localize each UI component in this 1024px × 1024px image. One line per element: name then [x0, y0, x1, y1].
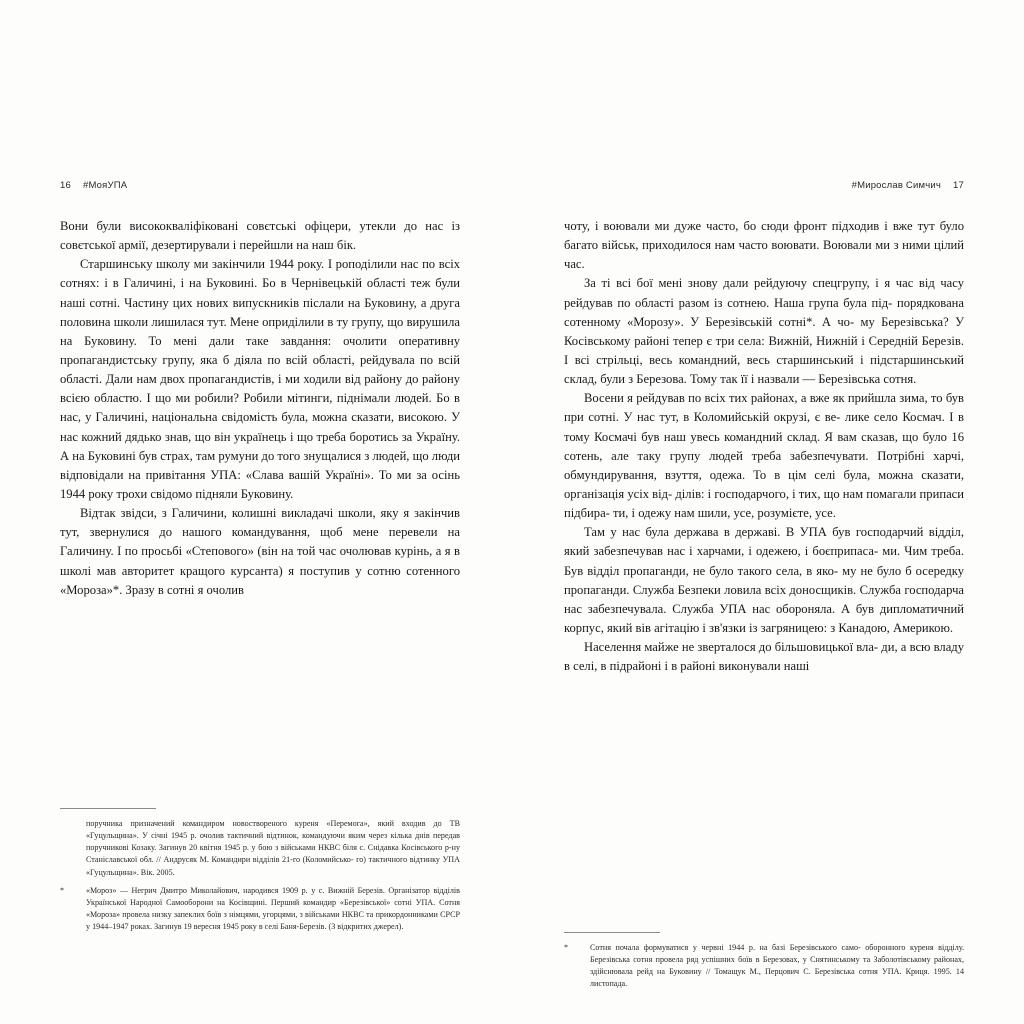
paragraph: Відтак звідси, з Галичини, колишні викладачі школи, яку я закінчив тут, звернулися до нашого командування, щоб мене перевели на Галичину. І по просьбі «Степового» (він на той час очолював курінь, а я в школі мав авторитет кращого курсанта) я поступив у сотню сотенного «Мороза»*. Зразу в сотні я очолив — [60, 506, 460, 597]
paragraph: Вони були висококваліфіковані совєтські офіцери, утекли до нас із совєтської армії, дезертирували і перейшли на наш бік. — [60, 219, 460, 253]
paragraph: чоту, і воювали ми дуже часто, бо сюди фронт підходив і вже тут було багато військ, приходилося нам часто воювати. Воювали ми з ними цілий час. — [564, 219, 964, 272]
left-page — [60, 180, 460, 932]
footnote — [60, 818, 460, 879]
footnote-rule — [564, 932, 660, 933]
paragraph: Населення майже не зверталося до більшовицької вла- ди, а всю владу в селі, в підрайоні і в районі виконували наші — [564, 640, 964, 674]
footnote — [60, 885, 460, 934]
paragraph: Восени я рейдував по всіх тих районах, а вже як прийшла зима, то був при сотні. У нас тут, в Коломийській окрузі, є ве- лике село Космач. І в тому Космачі був наш увесь командний склад. Я вам сказав, що було 16 сотень, але таку групу людей треба забезпечувати. Потрібні харчі, обмундирування, взуття, одежа. То в цім селі була, можна сказати, організація усіх від- ділів: і господарчого, і тих, що нам помагали припаси підбира- ти, і одежу нам шили, усе, розумієте, усе. — [564, 391, 964, 521]
left-running-head-title: #МояУПА — [82, 180, 128, 191]
paragraph: Старшинську школу ми закінчили 1944 року. І роподілили нас по всіх сотнях: і в Галичині, і на Буковині. Бо в Чернівецькій області теж були наші сотні. Частину цих нових випускників післали на Буковину, а друга половина школи лишилася тут. Мене оприділили в ту групу, що вирушила на Буковину. То мені дали таке завдання: очолити оперативну пропагандистську групу, яка б діяла по всій області, рейдувала по всій області. Дали нам двох пропагандистів, і ми ходили від району до району всією областю. І що ми робили? Робили мітинги, піднімали людей. Бо в нас, у Галичині, національна свідомість була, можна сказати, високою. У нас кожний дядько знав, що він українець і що треба боротись за Україну. А на Буковині був страх, там румуни до того знущалися з людей, що люди відповідали на привітання УПА: «Слава вашій Україні». То ми за осінь 1944 року трохи свідомо підняли Буковину. — [60, 257, 460, 501]
footnote-marker: * — [564, 943, 569, 952]
footnote-text: Сотня почала формуватися у червні 1944 р. на базі Березівського само- оборонного куреня відділу. Березівська сотня провела ряд успішних боїв в Березовах, у Снятинському та Заболотівському районах, здійснювала рейд на Буковину // Томащук М., Перцович С. Березівська сотня УПА. Криця. 1995. 14 листопада. — [590, 943, 964, 989]
paragraph: За ті всі бої мені знову дали рейдуючу спецгрупу, і я час від часу рейдував по області разом із сотнею. Наша група була під- порядкована сотенному «Морозу». У Березівській сотні*. А чо- му Березівська? У Косівському районі тепер є три села: Вижній, Нижній і Середній Березів. І всі стрільці, весь командний, весь старшинський і підстаршинський склад, були з Березова. Тому так її і назвали — Березівська сотня. — [564, 276, 964, 387]
footnote — [564, 942, 964, 991]
right-running-head — [564, 180, 964, 191]
left-running-head — [60, 180, 460, 191]
right-footnotes — [564, 932, 964, 997]
right-running-head-title: #Мирослав Симчич — [851, 180, 942, 191]
left-footnotes — [60, 808, 460, 939]
footnote-rule — [60, 808, 156, 809]
footnote-text: «Мороз» — Негрич Дмитро Миколайович, народився 1909 р. у с. Вижній Березів. Організатор відділів Української Народної Самооборони на Косівщині. Перший командир «Березівської» сотні УПА. Сотня «Мороза» провела низку запеклих боїв з німцями, угорцями, з військами НКВС та прикордонниками СРСР у 1944–1947 роках. Загинув 19 вересня 1945 року в селі Баня-Березів. (З відкритих джерел). — [86, 885, 460, 932]
right-body-text — [564, 217, 964, 676]
right-page — [564, 180, 964, 989]
right-page-number: 17 — [953, 180, 964, 191]
footnote-marker — [60, 818, 86, 879]
paragraph: Там у нас була держава в державі. В УПА був господарчий відділ, який забезпечував нас і харчами, і одежею, і боєприпаса- ми. Чим треба. Був відділ пропаганди, не було такого села, в яко- му не було б осередку пропаганди. Служба Безпеки ловила всіх доносщиків. Служба господарча нас забезпечувала. Служба УПА нас обороняла. А був дипломатичний корпус, який вів агітацію і зв'язки із загряницею: з Канадою, Америкою. — [564, 525, 964, 635]
footnote-text: поручника призначений командиром новоствореного куреня «Перемога», який входив до ТВ «Гуцульщина». У січні 1945 р. очолив тактичний відтинок, командуючи яким через кілька днів передав поручникові Козаку. Загинув 20 квітня 1945 р. у бою з військами НКВС біля с. Снідавка Косівського р-ну Станіславської обл. // Андрусяк М. Командири відділів 21-го (Коломийсько- го) тактичного відтинку УПА «Гуцульщина». Вік. 2005. — [86, 819, 460, 877]
left-page-number: 16 — [60, 180, 71, 191]
left-body-text — [60, 217, 460, 600]
footnote-marker: * — [60, 885, 65, 895]
